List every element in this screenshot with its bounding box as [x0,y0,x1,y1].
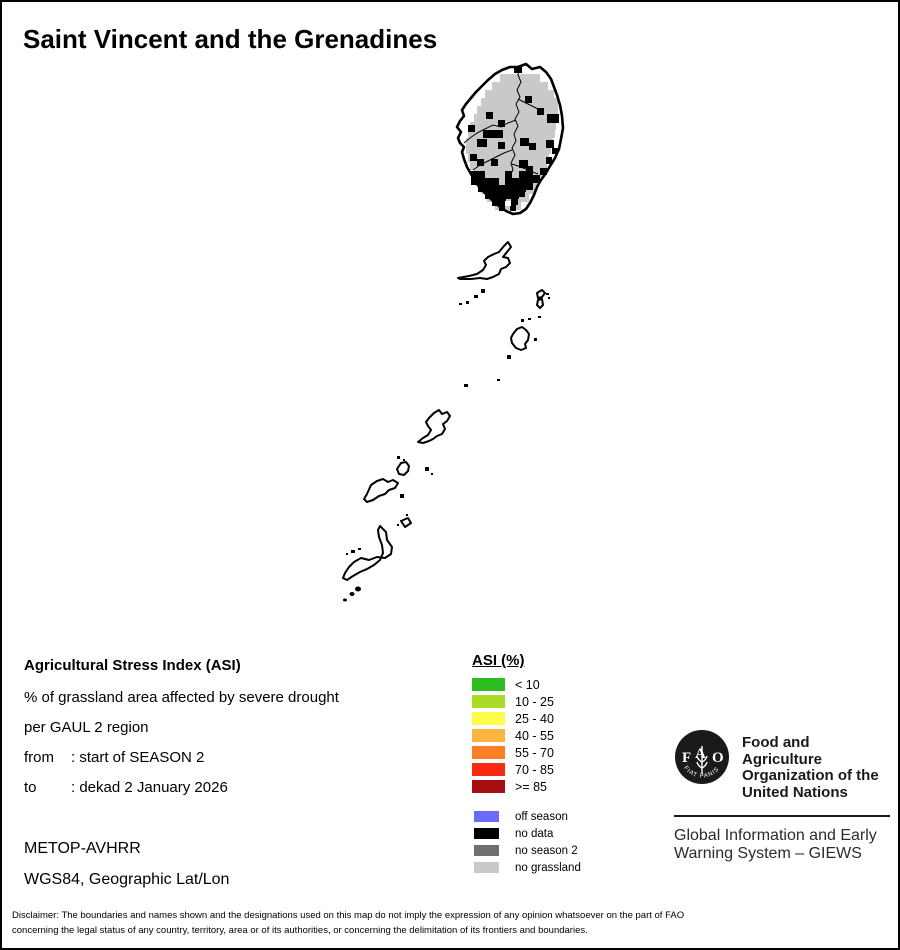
mayreau-island [397,462,409,475]
mustique-island [511,327,529,350]
legend-swatch [474,845,499,856]
battowia-islet [537,290,545,298]
legend-row-asi-5 [472,761,662,778]
legend-swatch [474,862,499,873]
fao-org-line2: Organization of the [742,767,879,784]
giews-line1: Global Information and Early [674,827,877,844]
fao-org-line1: Food and Agriculture [742,734,823,768]
svg-text:F: F [682,750,692,766]
legend [472,652,662,876]
grenadines-islands [343,242,545,580]
petite-martinique-islet [401,518,411,527]
legend-swatch [472,729,505,742]
canouan-island [418,410,450,443]
fao-org-name [742,728,892,801]
legend-label: 55 - 70 [515,745,554,760]
disclaimer [12,908,896,938]
legend-gap [472,795,662,808]
legend-swatch [472,746,505,759]
legend-swatch [474,811,499,822]
svg-text:A: A [695,746,706,762]
projection-label: WGS84, Geographic Lat/Lon [24,871,230,888]
saint-vincent-island [457,64,563,214]
legend-label: 70 - 85 [515,762,554,777]
fao-org-line3: United Nations [742,783,848,801]
svg-text:O: O [712,750,724,766]
legend-row-asi-2 [472,710,662,727]
page-title: Saint Vincent and the Grenadines [23,24,438,54]
legend-label: 10 - 25 [515,694,554,709]
disclaimer-line1: Disclaimer: The boundaries and names shown and the designations used on this map do not imply the expression of any opinion whatsoever on the part of FAO [12,910,685,921]
legend-row-asi-4 [472,744,662,761]
legend-row-asi-3 [472,727,662,744]
legend-label: no grassland [515,861,581,874]
legend-title: ASI (%) [472,652,525,669]
legend-row-asi-1 [472,693,662,710]
fao-header [674,728,892,801]
to-value: : dekad 2 January 2026 [71,779,228,796]
sensor-label: METOP-AVHRR [24,840,141,857]
legend-swatch [472,780,505,793]
giews-line2: Warning System – GIEWS [674,844,862,862]
disclaimer-line2: concerning the legal status of any country, territory, area or of its authorities, or concerning the delimitation of its frontiers and boundaries. [12,925,588,936]
legend-row-status-0 [472,808,662,825]
meta-block [24,840,229,902]
from-label: from [24,749,54,766]
period-to-row [24,779,454,794]
legend-swatch [472,695,505,708]
giews-name [674,827,892,862]
bequia-island [458,242,511,279]
legend-label: off season [515,810,568,823]
legend-row-status-1 [472,825,662,842]
asi-heading: Agricultural Stress Index (ASI) [24,657,241,674]
svg-text:FIAT PANIS: FIAT PANIS [682,765,722,780]
legend-label: 40 - 55 [515,728,554,743]
union-island [364,479,398,502]
legend-label: 25 - 40 [515,711,554,726]
period-from-row [24,749,454,764]
fao-logo-icon [674,728,730,786]
legend-swatch [472,712,505,725]
legend-row-asi-6 [472,778,662,795]
from-value: : start of SEASON 2 [71,749,205,766]
legend-label: < 10 [515,677,540,692]
info-block [24,657,454,809]
legend-row-status-2 [472,842,662,859]
legend-swatch [472,678,505,691]
legend-label: no data [515,827,554,840]
carriacou-island [343,526,392,580]
fao-separator [674,815,890,817]
map-canvas [2,2,900,642]
legend-swatch [472,763,505,776]
asi-description-line2: per GAUL 2 region [24,719,149,736]
to-label: to [24,779,37,796]
fao-block [674,728,892,862]
legend-label: >= 85 [515,779,547,794]
balliceaux-islet [537,299,543,308]
legend-row-status-3 [472,859,662,876]
legend-swatch [474,828,499,839]
legend-label: no season 2 [515,844,578,857]
asi-description-line1: % of grassland area affected by severe drought [24,689,339,706]
legend-row-asi-0 [472,676,662,693]
